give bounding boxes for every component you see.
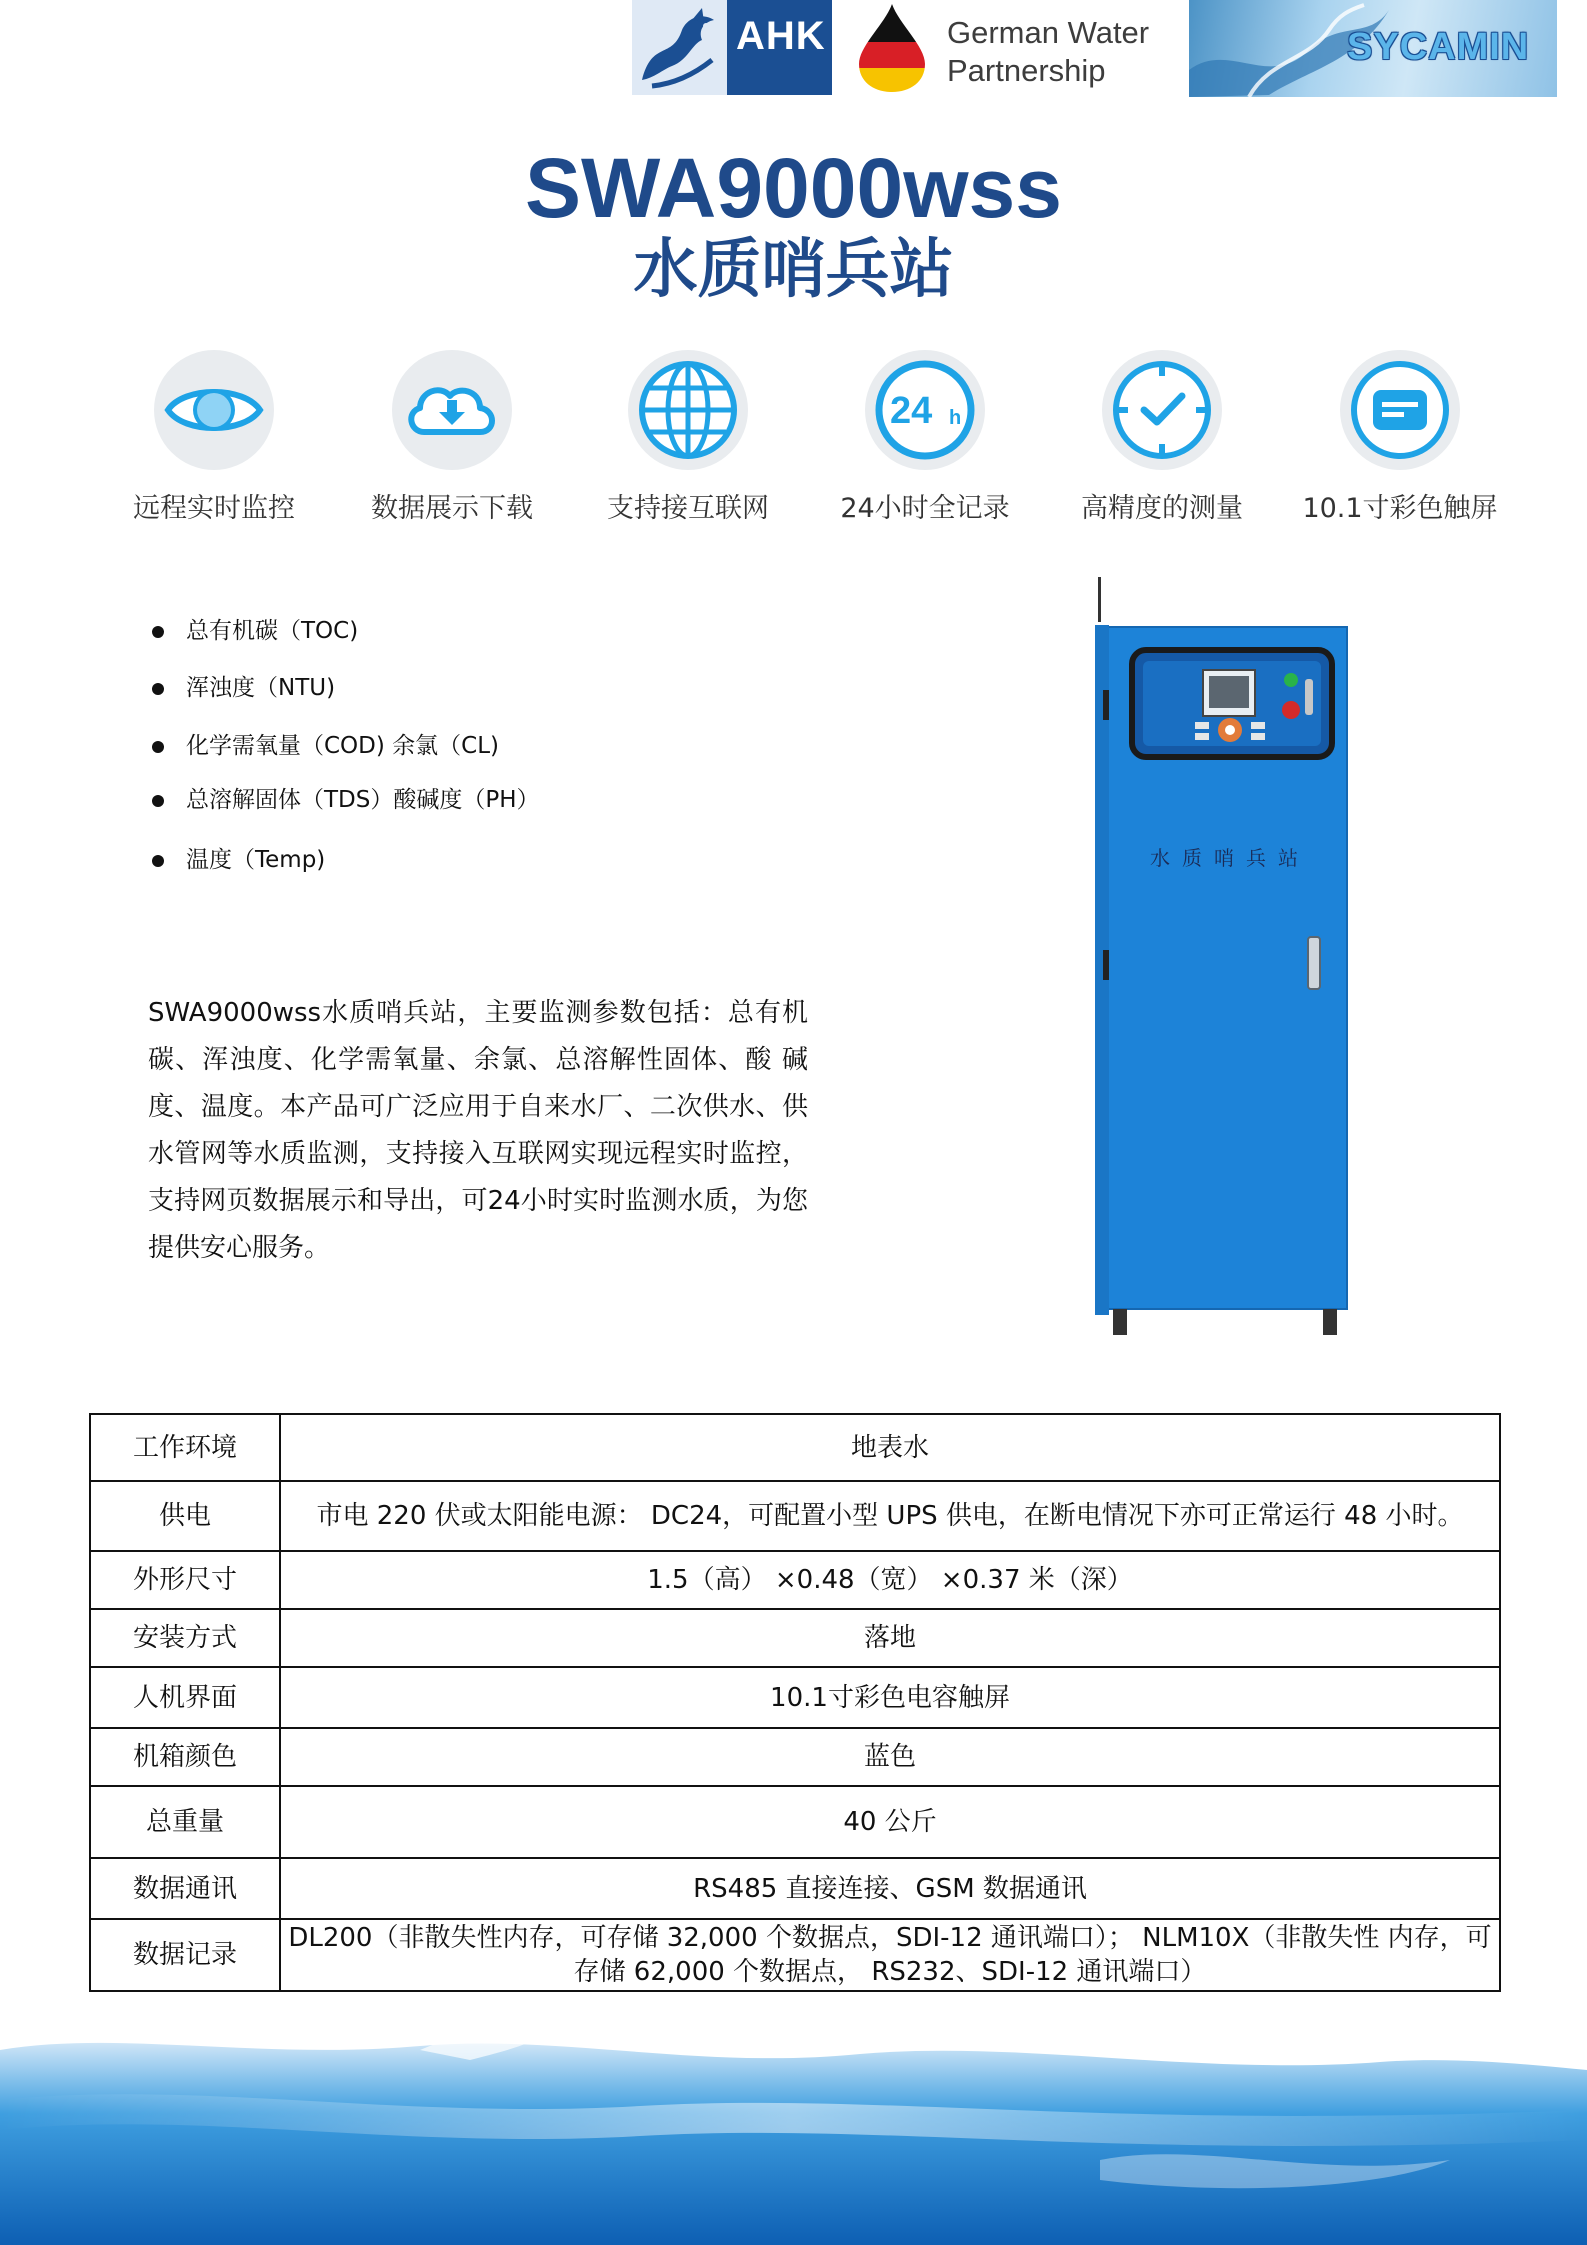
sycamin-logo-text: SYCAMIN [1347,26,1530,68]
feature-touchscreen [1300,350,1500,525]
table-row [90,1551,1500,1609]
list-item: 总溶解固体（TDS）酸碱度（PH） [148,785,540,815]
table-row [90,1786,1500,1858]
spec-value: 1.5（高） ×0.48（宽） ×0.37 米（深） [280,1551,1500,1609]
ahk-logo-text: AHK [736,14,826,58]
feature-label: 24小时全记录 [840,493,1010,524]
screen-icon [1340,350,1460,470]
water-wave-decoration [0,2010,1587,2245]
feature-precision [1062,350,1262,525]
header-logos [632,0,1557,97]
spec-key: 数据通讯 [90,1858,280,1919]
table-row [90,1858,1500,1919]
24h-icon [865,350,985,470]
feature-label: 高精度的测量 [1081,493,1243,524]
cloud-download-icon [392,350,512,470]
table-row [90,1919,1500,1991]
spec-value: 落地 [280,1609,1500,1667]
table-row [90,1414,1500,1481]
eye-icon [154,350,274,470]
spec-key: 机箱颜色 [90,1728,280,1786]
globe-icon [628,350,748,470]
table-row [90,1667,1500,1728]
table-row [90,1728,1500,1786]
list-item: 化学需氧量（COD) 余氯（CL) [148,731,540,761]
dragon-icon [632,0,727,95]
feature-data-download [352,350,552,525]
ahk-logo [632,0,832,95]
product-description: SWA9000wss水质哨兵站，主要监测参数包括：总有机碳、浑浊度、化学需氧量、余氯、总溶解性固体、酸 碱度、温度。本产品可广泛应用于自来水厂、二次供水、供水管网等水质监测，支持接入互联网实现远程实时监控，支持网页数据展示和导出，可24小时实时监测水质，为您提供安心服务。 [148,998,808,1263]
parameter-list [148,616,540,875]
product-model-title: SWA9000wss [525,141,1062,235]
spec-value: 市电 220 伏或太阳能电源： DC24，可配置小型 UPS 供电，在断电情况下亦可正常运行 48 小时。 [280,1481,1500,1551]
german-water-partnership-logo [857,0,1197,97]
feature-label: 支持接互联网 [607,493,769,524]
product-name-title: 水质哨兵站 [633,233,954,307]
list-item: 总有机碳（TOC) [148,616,540,646]
feature-24h-record [825,350,1025,525]
list-item: 温度（Temp) [148,845,540,875]
spec-key: 工作环境 [90,1414,280,1481]
gwp-logo-text: German Water Partnership [947,15,1150,88]
feature-row [0,350,1587,530]
feature-label: 数据展示下载 [371,493,533,524]
sycamin-logo [1189,0,1557,97]
product-cabinet-image [1085,575,1355,1340]
table-row [90,1481,1500,1551]
spec-key: 安装方式 [90,1609,280,1667]
spec-value: 地表水 [280,1414,1500,1481]
table-row [90,1609,1500,1667]
feature-label: 10.1寸彩色触屏 [1302,493,1498,524]
spec-value: 40 公斤 [280,1786,1500,1858]
spec-key: 供电 [90,1481,280,1551]
svg-text:24: 24 [890,390,933,432]
spec-key: 人机界面 [90,1667,280,1728]
clock-check-icon [1102,350,1222,470]
spec-table [89,1413,1501,1992]
spec-key: 数据记录 [90,1919,280,1991]
spec-value: RS485 直接连接、GSM 数据通讯 [280,1858,1500,1919]
list-item: 浑浊度（NTU) [148,673,540,703]
spec-key: 总重量 [90,1786,280,1858]
cabinet-label: 水质哨兵站 [1150,846,1310,870]
water-drop-flag-icon [857,2,927,94]
spec-key: 外形尺寸 [90,1551,280,1609]
spec-value: DL200（非散失性内存，可存储 32,000 个数据点，SDI-12 通讯端口）； NLM10X（非散失性 内存，可存储 62,000 个数据点， RS232、SDI-12 通讯端口） [280,1919,1500,1991]
feature-internet [588,350,788,525]
svg-text:h: h [949,407,962,429]
feature-label: 远程实时监控 [133,493,295,524]
feature-remote-monitoring [114,350,314,525]
spec-value: 10.1寸彩色电容触屏 [280,1667,1500,1728]
spec-value: 蓝色 [280,1728,1500,1786]
